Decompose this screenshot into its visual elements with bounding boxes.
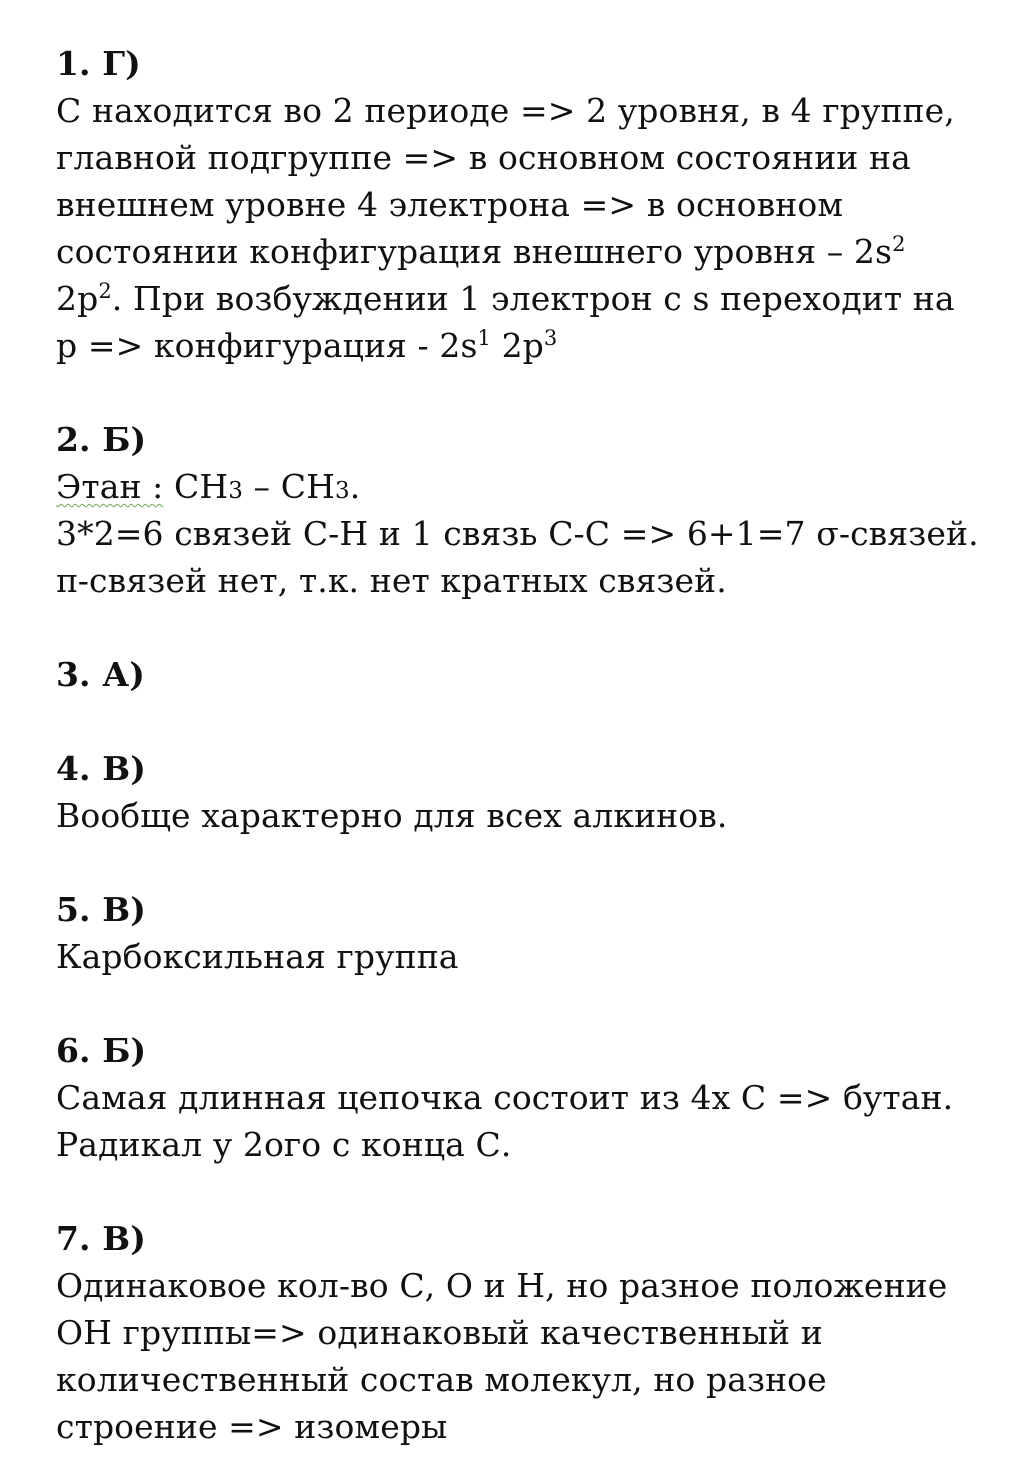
answer-4-line-1: Вообще характерно для всех алкинов. — [56, 796, 728, 835]
answer-1-line-4-text: состоянии конфигурация внешнего уровня – 2s — [56, 232, 893, 271]
superscript: 2 — [892, 232, 906, 256]
subscript: 3 — [228, 478, 243, 504]
answer-1-heading: 1. Г) — [56, 44, 141, 83]
answer-5-heading: 5. В) — [56, 890, 146, 929]
superscript: 2 — [98, 279, 112, 303]
answer-2-heading: 2. Б) — [56, 420, 147, 459]
answers-document — [56, 40, 996, 1450]
superscript: 3 — [543, 326, 558, 350]
answer-1-line-5-text-b: . При возбуждении 1 электрон с s переходит на — [111, 279, 955, 318]
answer-5-line-1: Карбоксильная группа — [56, 937, 459, 976]
answer-1-line-6 — [56, 322, 996, 369]
answer-1-line-4 — [56, 228, 996, 275]
answer-7-line-4: строение => изомеры — [56, 1407, 448, 1446]
answer-1-line-6-text-b: 2p — [491, 326, 544, 365]
spacer — [56, 604, 996, 651]
answer-1-line-5 — [56, 275, 996, 322]
spacer — [56, 1168, 996, 1215]
answer-1-line-3: внешнем уровне 4 электрона => в основном — [56, 185, 844, 224]
answer-2-line-1: 3*2=6 связей С-Н и 1 связь С-С => 6+1=7 σ-связей. — [56, 514, 979, 553]
answer-2-line-2: π-связей нет, т.к. нет кратных связей. — [56, 561, 727, 600]
ethane-part-1: CH — [163, 467, 229, 506]
spacer — [56, 839, 996, 886]
answer-4-heading: 4. В) — [56, 749, 146, 788]
ethane-part-2: – CH — [242, 467, 335, 506]
answer-1-line-6-text-a: p => конфигурация - 2s — [56, 326, 478, 365]
spacer — [56, 980, 996, 1027]
subscript: 3 — [334, 478, 350, 504]
answer-6-line-2: Радикал у 2ого с конца С. — [56, 1125, 512, 1164]
answer-7-line-1: Одинаковое кол-во С, О и Н, но разное положение — [56, 1266, 948, 1305]
answer-7-heading: 7. В) — [56, 1219, 146, 1258]
answer-1-line-5-text-a: 2p — [56, 279, 99, 318]
answer-1-line-2: главной подгруппе => в основном состоянии на — [56, 138, 911, 177]
superscript: 1 — [477, 326, 491, 350]
spacer — [56, 369, 996, 416]
ethane-word: Этан : — [56, 467, 164, 506]
answer-1-line-1: С находится во 2 периоде => 2 уровня, в 4 группе, — [56, 91, 955, 130]
answer-6-line-1: Самая длинная цепочка состоит из 4х С => бутан. — [56, 1078, 954, 1117]
ethane-part-3: . — [349, 467, 361, 506]
answer-7-line-2: ОН группы=> одинаковый качественный и — [56, 1313, 823, 1352]
answer-6-heading: 6. Б) — [56, 1031, 147, 1070]
ethane-formula-line — [56, 463, 996, 510]
spacer — [56, 698, 996, 745]
answer-7-line-3: количественный состав молекул, но разное — [56, 1360, 827, 1399]
answer-3-heading: 3. А) — [56, 655, 145, 694]
